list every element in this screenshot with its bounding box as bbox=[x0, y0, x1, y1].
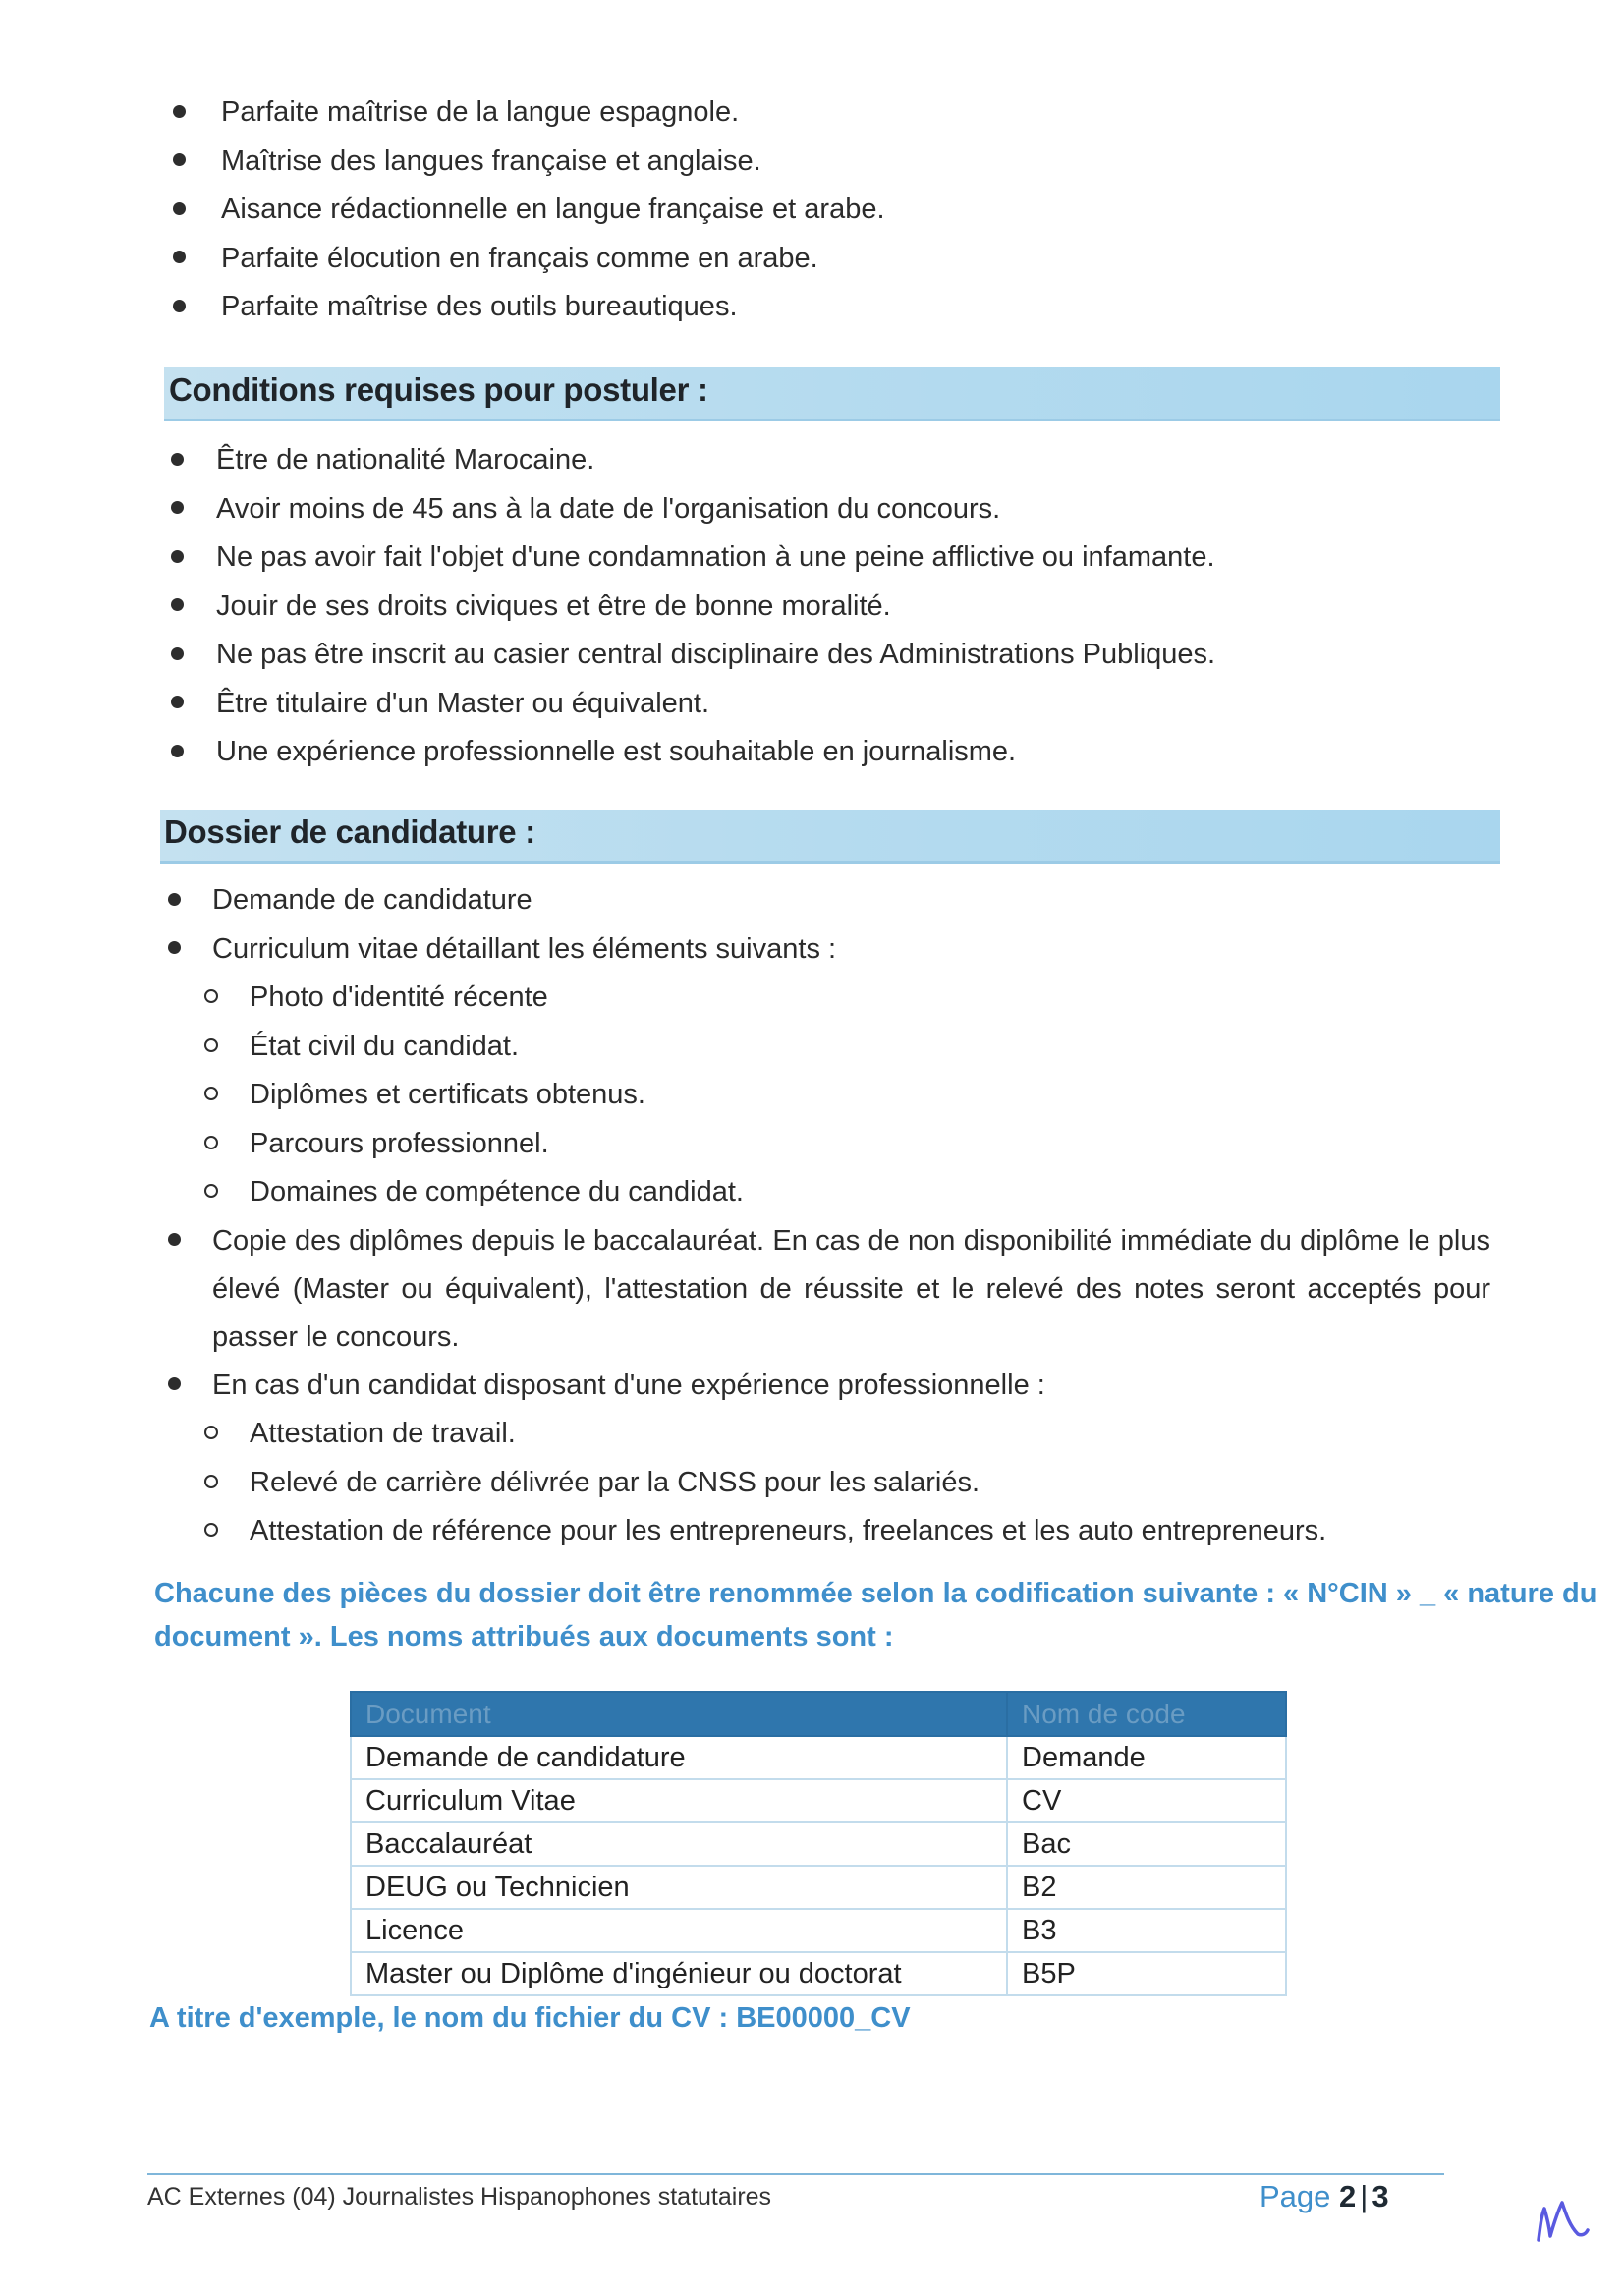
circle-bullet-icon bbox=[201, 1507, 221, 1556]
dossier-list bbox=[164, 876, 1490, 1556]
bullet-icon bbox=[169, 283, 189, 332]
list-item: Parfaite élocution en français comme en arabe. bbox=[169, 235, 885, 284]
table-cell-document: Curriculum Vitae bbox=[351, 1779, 1007, 1822]
skills-list bbox=[169, 88, 885, 332]
table-cell-document: DEUG ou Technicien bbox=[351, 1866, 1007, 1909]
table-cell-code: B3 bbox=[1007, 1909, 1286, 1952]
sub-list-item: Domaines de compétence du candidat. bbox=[164, 1168, 1490, 1217]
page-current: 2 bbox=[1339, 2179, 1357, 2213]
list-item: Être de nationalité Marocaine. bbox=[167, 436, 1215, 485]
bullet-icon bbox=[164, 876, 184, 925]
table-header-code: Nom de code bbox=[1007, 1692, 1286, 1736]
table-cell-document: Licence bbox=[351, 1909, 1007, 1952]
table-cell-code: B5P bbox=[1007, 1952, 1286, 1995]
example-note: A titre d'exemple, le nom du fichier du CV : BE00000_CV bbox=[149, 2002, 911, 2034]
table-row bbox=[351, 1822, 1286, 1866]
bullet-icon bbox=[169, 235, 189, 284]
bullet-icon bbox=[164, 925, 184, 975]
list-item: Demande de candidature bbox=[164, 876, 1490, 925]
list-item: Une expérience professionnelle est souhaitable en journalisme. bbox=[167, 728, 1215, 777]
sub-list-item: Relevé de carrière délivrée par la CNSS pour les salariés. bbox=[164, 1459, 1490, 1508]
sub-list-item: Attestation de référence pour les entrepreneurs, freelances et les auto entrepreneurs. bbox=[164, 1507, 1490, 1556]
circle-bullet-icon bbox=[201, 1120, 221, 1169]
sub-list-item: Diplômes et certificats obtenus. bbox=[164, 1071, 1490, 1120]
circle-bullet-icon bbox=[201, 1071, 221, 1120]
table-cell-document: Baccalauréat bbox=[351, 1822, 1007, 1866]
table-cell-code: B2 bbox=[1007, 1866, 1286, 1909]
list-item: Parfaite maîtrise de la langue espagnole. bbox=[169, 88, 885, 138]
sub-list-item: État civil du candidat. bbox=[164, 1023, 1490, 1072]
table-row bbox=[351, 1866, 1286, 1909]
naming-note-line1: Chacune des pièces du dossier doit être renommée selon la codification suivante : « N°CIN » _ « nature du bbox=[154, 1578, 1597, 1609]
list-item: Ne pas avoir fait l'objet d'une condamnation à une peine afflictive ou infamante. bbox=[167, 533, 1215, 583]
table-row bbox=[351, 1779, 1286, 1822]
circle-bullet-icon bbox=[201, 1023, 221, 1072]
bullet-icon bbox=[164, 1362, 184, 1411]
list-item: En cas d'un candidat disposant d'une expérience professionnelle : bbox=[164, 1362, 1490, 1411]
footer-document-title: AC Externes (04) Journalistes Hispanophones statutaires bbox=[147, 2183, 772, 2211]
list-item: Maîtrise des langues française et anglaise. bbox=[169, 138, 885, 187]
conditions-heading: Conditions requises pour postuler : bbox=[169, 371, 708, 408]
list-item: Curriculum vitae détaillant les éléments suivants : bbox=[164, 925, 1490, 975]
page-separator: | bbox=[1360, 2179, 1369, 2213]
dossier-heading: Dossier de candidature : bbox=[164, 813, 535, 850]
sub-list-item: Photo d'identité récente bbox=[164, 974, 1490, 1023]
naming-note bbox=[154, 1572, 1596, 1658]
page-number bbox=[1260, 2179, 1389, 2214]
sub-list-item: Attestation de travail. bbox=[164, 1410, 1490, 1459]
circle-bullet-icon bbox=[201, 1410, 221, 1459]
bullet-icon bbox=[169, 186, 189, 235]
list-item: Avoir moins de 45 ans à la date de l'organisation du concours. bbox=[167, 485, 1215, 534]
table-header-document: Document bbox=[351, 1692, 1007, 1736]
circle-bullet-icon bbox=[201, 1168, 221, 1217]
bullet-icon bbox=[167, 728, 187, 777]
naming-note-line2: document ». Les noms attribués aux documents sont : bbox=[154, 1621, 894, 1652]
bullet-icon bbox=[169, 88, 189, 138]
bullet-icon bbox=[167, 631, 187, 680]
circle-bullet-icon bbox=[201, 974, 221, 1023]
list-item: Ne pas être inscrit au casier central disciplinaire des Administrations Publiques. bbox=[167, 631, 1215, 680]
table-header-row bbox=[351, 1692, 1286, 1736]
list-item: Parfaite maîtrise des outils bureautiques. bbox=[169, 283, 885, 332]
conditions-list bbox=[167, 436, 1215, 777]
table-cell-code: CV bbox=[1007, 1779, 1286, 1822]
document-code-table bbox=[350, 1691, 1287, 1996]
circle-bullet-icon bbox=[201, 1459, 221, 1508]
table-cell-document: Master ou Diplôme d'ingénieur ou doctorat bbox=[351, 1952, 1007, 1995]
bullet-icon bbox=[167, 485, 187, 534]
footer-divider bbox=[147, 2173, 1444, 2175]
sub-list-item: Parcours professionnel. bbox=[164, 1120, 1490, 1169]
table-cell-code: Demande bbox=[1007, 1736, 1286, 1779]
bullet-icon bbox=[167, 436, 187, 485]
list-item: Copie des diplômes depuis le baccalauréat. En cas de non disponibilité immédiate du diplôme le plus élevé (Master ou équivalent), l'attestation de réussite et le relevé des notes seront acceptés pour passer le concours. bbox=[164, 1217, 1490, 1362]
handwritten-initials-icon bbox=[1533, 2191, 1592, 2250]
bullet-icon bbox=[167, 533, 187, 583]
table-row bbox=[351, 1736, 1286, 1779]
bullet-icon bbox=[169, 138, 189, 187]
bullet-icon bbox=[167, 583, 187, 632]
page-total: 3 bbox=[1372, 2179, 1389, 2213]
bullet-icon bbox=[164, 1217, 184, 1265]
table-row bbox=[351, 1909, 1286, 1952]
list-item: Jouir de ses droits civiques et être de bonne moralité. bbox=[167, 583, 1215, 632]
list-item: Être titulaire d'un Master ou équivalent. bbox=[167, 680, 1215, 729]
table-cell-document: Demande de candidature bbox=[351, 1736, 1007, 1779]
page-label: Page bbox=[1260, 2179, 1331, 2213]
table-cell-code: Bac bbox=[1007, 1822, 1286, 1866]
list-item: Aisance rédactionnelle en langue française et arabe. bbox=[169, 186, 885, 235]
bullet-icon bbox=[167, 680, 187, 729]
table-row bbox=[351, 1952, 1286, 1995]
